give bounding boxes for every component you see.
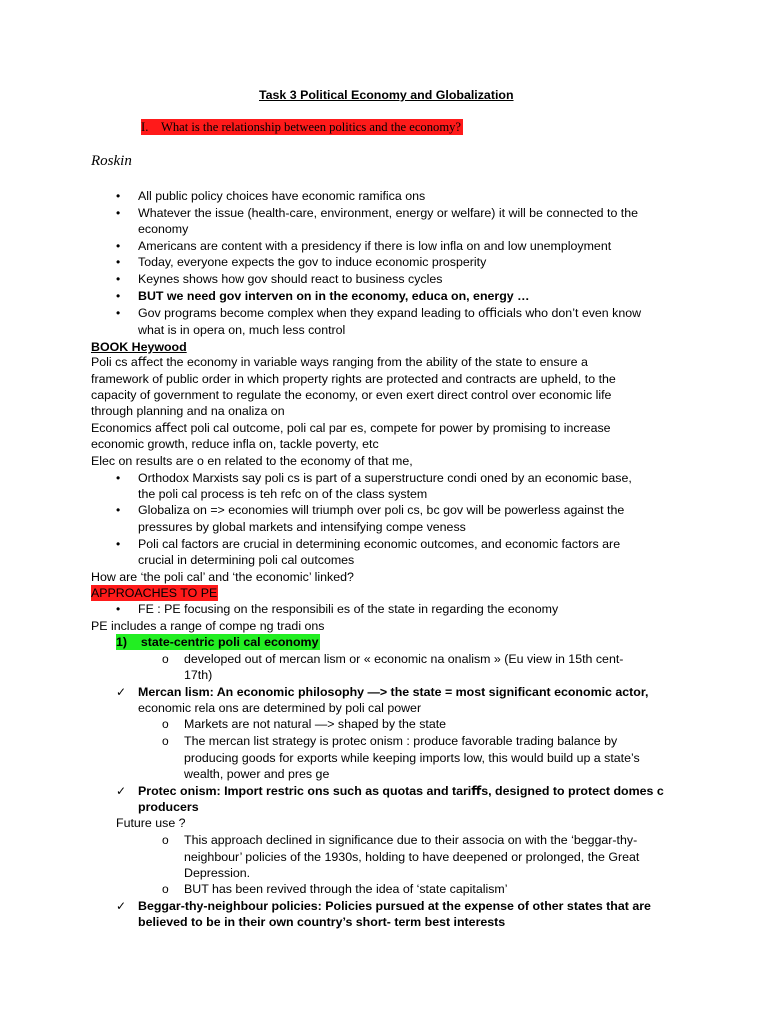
mercantilism-sub-cont: producing goods for exports while keeping imports low, this would build up a state’s (184, 751, 640, 765)
heywood-bullet-cont: the poli cal process is teh refc on of the class system (138, 487, 428, 501)
heywood-bullet-cont: pressures by global markets and intensifying compe veness (138, 520, 466, 534)
roskin-bullet: Today, everyone expects the gov to induce economic prosperity (138, 255, 487, 269)
roskin-bullet: Keynes shows how gov should react to business cycles (138, 272, 443, 286)
protectionism-def-cont: producers (138, 800, 199, 814)
approaches-heading: APPROACHES TO PE (91, 586, 218, 600)
question-text: What is the relationship between politics and the economy? (160, 120, 461, 134)
heywood-bullet-cont: crucial in determining poli cal outcomes (138, 553, 355, 567)
checkmark-icon (116, 783, 126, 799)
heywood-para3: Elec on results are o en related to the economy of that me, (91, 454, 413, 468)
roskin-bullet-cont: economy (138, 222, 189, 236)
heywood-bullet: Orthodox Marxists say poli cs is part of a superstructure condi oned by an economic base, (138, 471, 632, 485)
bullet-disc-icon (116, 502, 120, 518)
bullet-disc-icon (116, 188, 120, 204)
heywood-para1: through planning and na onaliza on (91, 404, 285, 418)
mercantilism-sub: The mercan list strategy is protec onism : produce favorable trading balance by (184, 734, 618, 748)
protectionism-def: Protec onism: Import restric ons such as quotas and tariﬀs, designed to protect domes c (138, 784, 664, 798)
state-centric-sub-cont: 17th) (184, 668, 213, 682)
checkmark-icon (116, 898, 126, 914)
future-use-sub-cont: neighbour’ policies of the 1930s, holding to have deepened or prolonged, the Great (184, 850, 640, 864)
bullet-disc-icon (116, 305, 120, 321)
mercantilism-def: Mercan lism: An economic philosophy —> the state = most signiﬁcant economic actor, (138, 685, 649, 699)
bullet-disc-icon (116, 238, 120, 254)
bullet-circle-icon (162, 716, 169, 732)
future-use-sub: BUT has been revived through the idea of ‘state capitalism’ (184, 882, 508, 896)
roskin-heading: Roskin (91, 153, 132, 169)
heywood-bullet: Poli cal factors are crucial in determining economic outcomes, and economic factors are (138, 537, 621, 551)
heywood-para1: capacity of government to regulate the economy, or even exert direct control over economic life (91, 388, 612, 402)
checkmark-icon (116, 684, 126, 700)
heywood-para1: framework of public order in which property rights are protected and contracts are upheld, to the (91, 372, 616, 386)
bullet-circle-icon (162, 651, 169, 667)
heywood-para2: Economics aﬀect poli cal outcome, poli cal par es, compete for power by promising to increase (91, 421, 611, 435)
heywood-question: How are ‘the poli cal’ and ‘the economic’ linked? (91, 570, 354, 584)
roskin-bullet: All public policy choices have economic ramifica ons (138, 189, 426, 203)
roskin-bullet: Gov programs become complex when they expand leading to oﬃcials who don’t even know (138, 306, 642, 320)
beggar-def-cont: believed to be in their own country’s short- term best interests (138, 915, 506, 929)
bullet-disc-icon (116, 271, 120, 287)
future-use-label: Future use ? (116, 816, 186, 830)
heywood-heading: BOOK Heywood (91, 340, 187, 354)
state-centric-sub: developed out of mercan lism or « economic na onalism » (Eu view in 15th cent- (184, 652, 624, 666)
mercantilism-sub-cont: wealth, power and pres ge (184, 767, 330, 781)
bullet-disc-icon (116, 288, 120, 304)
mercantilism-sub: Markets are not natural —> shaped by the state (184, 717, 447, 731)
approaches-fe: FE : PE focusing on the responsibili es of the state in regarding the economy (138, 602, 559, 616)
bullet-disc-icon (116, 205, 120, 221)
bullet-circle-icon (162, 733, 169, 749)
heywood-para2: economic growth, reduce infla on, tackle poverty, etc (91, 437, 379, 451)
bullet-disc-icon (116, 254, 120, 270)
future-use-sub: This approach declined in signiﬁcance due to their associa on with the ‘beggar-thy- (184, 833, 638, 847)
approach-item-number: 1) (116, 635, 128, 649)
roskin-bullet: Whatever the issue (health-care, environment, energy or welfare) it will be connected to the (138, 206, 639, 220)
heywood-para1: Poli cs aﬀect the economy in variable ways ranging from the ability of the state to ensure a (91, 355, 588, 369)
bullet-circle-icon (162, 881, 169, 897)
approach-item-label: state-centric poli cal economy (140, 635, 319, 649)
mercantilism-def-cont: economic rela ons are determined by poli cal power (138, 701, 422, 715)
bullet-disc-icon (116, 536, 120, 552)
roskin-bullet: Americans are content with a presidency if there is low infla on and low unemployment (138, 239, 612, 253)
beggar-def: Beggar-thy-neighbour policies: Policies pursued at the expense of other states that are (138, 899, 651, 913)
approaches-intro: PE includes a range of compe ng tradi ons (91, 619, 325, 633)
bullet-disc-icon (116, 470, 120, 486)
roskin-bullet-cont: what is in opera on, much less control (138, 323, 346, 337)
roskin-bullet: BUT we need gov interven on in the economy, educa on, energy … (138, 289, 530, 303)
heywood-bullet: Globaliza on => economies will triumph over poli cs, bc gov will be powerless against the (138, 503, 625, 517)
question-number: I. (141, 120, 149, 134)
approach-item-1 (116, 634, 320, 650)
question-heading (141, 119, 463, 135)
document-title: Task 3 Political Economy and Globalization (259, 88, 514, 102)
future-use-sub-cont: Depression. (184, 866, 251, 880)
bullet-circle-icon (162, 832, 169, 848)
bullet-disc-icon (116, 601, 120, 617)
